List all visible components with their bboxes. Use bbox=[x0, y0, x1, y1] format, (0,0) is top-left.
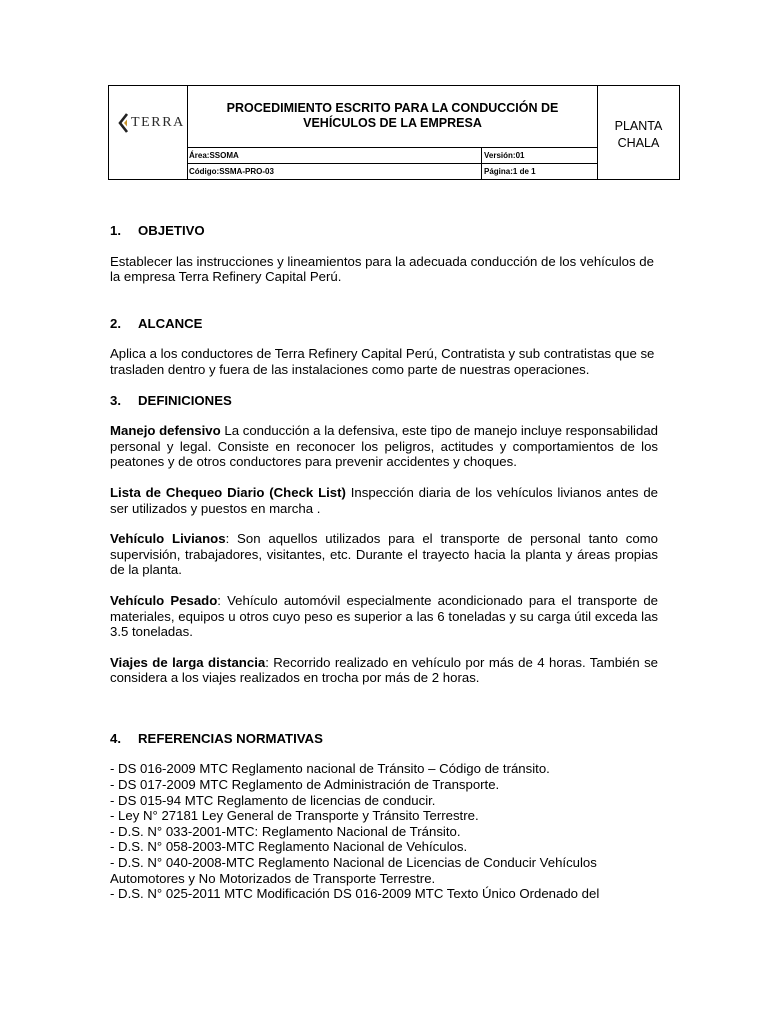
logo-cell bbox=[109, 86, 188, 179]
reference-item: - D.S. N° 033-2001-MTC: Reglamento Nacional de Tránsito. bbox=[110, 823, 461, 839]
definition-item bbox=[110, 655, 658, 686]
definition-text: : Son aquellos utilizados para el transporte de personal tanto como supervisión, trabajadores, visitantes, etc. Durante el trayecto hacia la planta y áreas propias de la planta. bbox=[110, 531, 658, 578]
plant-line1: PLANTA bbox=[614, 118, 663, 133]
document-title-line2: VEHÍCULOS DE LA EMPRESA bbox=[303, 116, 482, 130]
reference-item: - D.S. N° 040-2008-MTC Reglamento Nacional de Licencias de Conducir Vehículos Automotores y No Motorizados de Transporte Terrestre. bbox=[110, 855, 597, 886]
area-field: Área:SSOMA bbox=[189, 151, 239, 160]
objetivo-text: Establecer las instrucciones y lineamientos para la adecuada conducción de los vehículos de la empresa Terra Refinery Capital Perú. bbox=[110, 253, 654, 285]
definition-item bbox=[110, 485, 658, 516]
document-title bbox=[188, 86, 597, 146]
definition-item bbox=[110, 593, 658, 640]
definition-text: : Vehículo automóvil especialmente acondicionado para el transporte de materiales, equipos u otros cuyo peso es superior a las 6 toneladas y su carga útil exceda las 3.5 toneladas. bbox=[110, 592, 658, 640]
section-heading-objetivo: 1. OBJETIVO bbox=[110, 223, 205, 238]
code-field: Código:SSMA-PRO-03 bbox=[189, 167, 274, 176]
section-heading-alcance: 2. ALCANCE bbox=[110, 315, 203, 331]
plant-line2: CHALA bbox=[617, 135, 660, 150]
plant-cell bbox=[597, 86, 679, 179]
terra-chevron-icon bbox=[117, 112, 129, 134]
definition-term: Vehículo Livianos bbox=[110, 531, 226, 547]
page-field: Página:1 de 1 bbox=[481, 164, 597, 179]
reference-item: - Ley N° 27181 Ley General de Transporte y Tránsito Terrestre. bbox=[110, 808, 479, 824]
references-list bbox=[110, 761, 658, 901]
definition-item bbox=[110, 423, 658, 470]
definition-text: La conducción a la defensiva, este tipo de manejo incluye responsabilidad personal y legal. Consiste en reconocer los peligros, actitudes y comportamientos de los peatones y de otros conductores para prevenir accidentes y choques. bbox=[110, 423, 658, 470]
version-field: Versión:01 bbox=[481, 148, 597, 163]
definition-text: Inspección diaria de los vehículos livianos antes de ser utilizados y puestos en marcha . bbox=[110, 484, 658, 516]
definition-item bbox=[110, 531, 658, 578]
document-header-table bbox=[108, 85, 680, 180]
header-row-area bbox=[188, 147, 597, 163]
alcance-text: Aplica a los conductores de Terra Refinery Capital Perú, Contratista y sub contratistas que se trasladen dentro y fuera de las instalaciones como parte de nuestras operaciones. bbox=[110, 346, 655, 377]
document-title-line1: PROCEDIMIENTO ESCRITO PARA LA CONDUCCIÓN DE bbox=[226, 101, 559, 115]
reference-item: - DS 015-94 MTC Reglamento de licencias de conducir. bbox=[110, 792, 436, 808]
logo-text: TERRA bbox=[131, 115, 185, 130]
reference-item: - DS 017-2009 MTC Reglamento de Administración de Transporte. bbox=[110, 777, 500, 793]
definition-term: Vehículo Pesado bbox=[110, 592, 218, 608]
header-row-code bbox=[188, 163, 597, 179]
definition-term: Lista de Chequeo Diario (Check List) bbox=[110, 484, 346, 500]
definition-text: : Recorrido realizado en vehículo por más de 4 horas. También se considera a los viajes realizados en trocha por más de 2 horas. bbox=[110, 654, 658, 686]
definition-term: Manejo defensivo bbox=[110, 423, 221, 439]
section-heading-referencias: 4. REFERENCIAS NORMATIVAS bbox=[110, 730, 323, 746]
reference-item: - D.S. N° 025-2011 MTC Modificación DS 016-2009 MTC Texto Único Ordenado del bbox=[110, 886, 600, 902]
definition-term: Viajes de larga distancia bbox=[110, 654, 266, 670]
section-heading-definiciones: 3. DEFINICIONES bbox=[110, 392, 232, 408]
document-body bbox=[110, 223, 658, 902]
reference-item: - D.S. N° 058-2003-MTC Reglamento Nacional de Vehículos. bbox=[110, 839, 468, 855]
terra-logo bbox=[117, 112, 185, 134]
reference-item: - DS 016-2009 MTC Reglamento nacional de Tránsito – Código de tránsito. bbox=[110, 761, 550, 777]
